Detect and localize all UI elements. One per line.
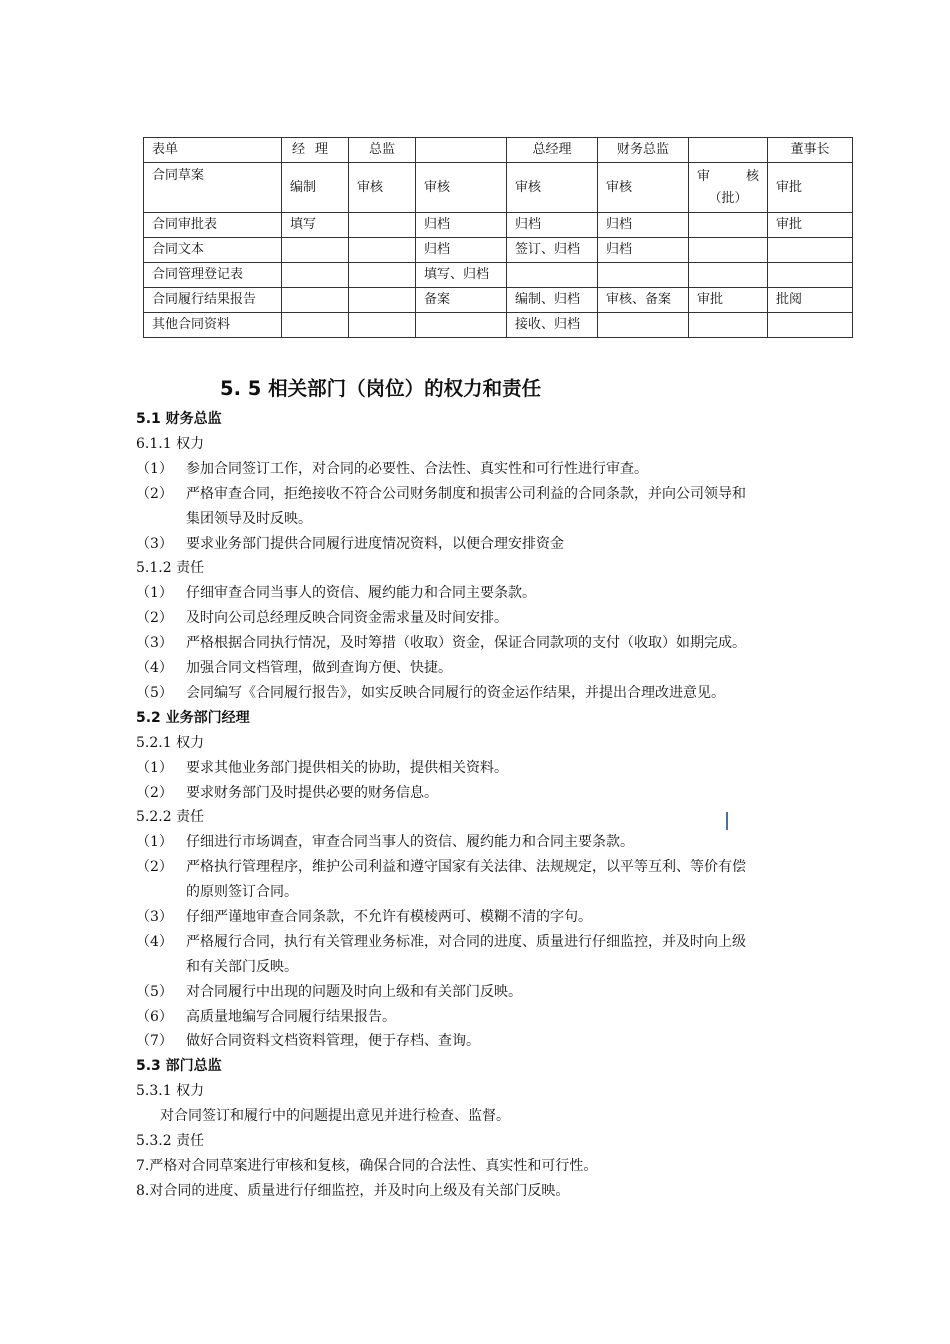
table-cell (768, 263, 853, 288)
table-cell: 归档 (598, 238, 689, 263)
item-number: （1） (136, 834, 173, 850)
item-number: （4） (136, 660, 173, 676)
table-cell (689, 263, 768, 288)
table-header-cell: 总经理 (507, 138, 598, 163)
subsection-heading: 5.3.1 权力 (136, 1083, 205, 1099)
item-continuation: 集团领导及时反映。 (186, 511, 312, 527)
list-item (136, 1031, 480, 1051)
section-heading: 5.3 部门总监 (136, 1058, 222, 1074)
section-heading: 5.1 财务总监 (136, 411, 222, 427)
cell-text: 核 (745, 168, 759, 184)
cell-text: 审 (697, 168, 711, 184)
table-row (144, 263, 853, 288)
cell-text: （批） (708, 190, 748, 206)
text-cursor (726, 812, 728, 830)
table-row (144, 213, 853, 238)
item-text: 仔细严谨地审查合同条款，不允许有模棱两可、模糊不清的字句。 (186, 909, 592, 925)
table-cell (282, 238, 349, 263)
item-number: （2） (136, 610, 173, 626)
table-row (144, 288, 853, 313)
item-text: 会同编写《合同履行报告》，如实反映合同履行的资金运作结果，并提出合理改进意见。 (186, 685, 725, 701)
item-text: 要求财务部门及时提供必要的财务信息。 (186, 785, 438, 801)
item-number: （6） (136, 1009, 173, 1025)
table-cell (282, 288, 349, 313)
item-number: （3） (136, 635, 173, 651)
list-item (136, 857, 746, 877)
table-header-cell: 财务总监 (598, 138, 689, 163)
table-row (144, 163, 853, 213)
item-text: 要求业务部门提供合同履行进度情况资料，以便合理安排资金 (186, 536, 564, 552)
paragraph: 对合同签订和履行中的问题提出意见并进行检查、监督。 (160, 1108, 510, 1124)
item-number: （1） (136, 585, 173, 601)
item-number: （5） (136, 685, 173, 701)
table-cell: 归档 (416, 213, 507, 238)
list-item (136, 982, 522, 1002)
table-cell: 归档 (598, 213, 689, 238)
list-item: 7.严格对合同草案进行审核和复核，确保合同的合法性、真实性和可行性。 (136, 1158, 598, 1174)
list-item (136, 608, 508, 628)
list-item (136, 459, 648, 479)
item-number: （3） (136, 909, 173, 925)
item-number: （1） (136, 760, 173, 776)
item-number: （2） (136, 785, 173, 801)
item-text: 及时向公司总经理反映合同资金需求量及时间安排。 (186, 610, 508, 626)
table-cell: 编制 (282, 163, 349, 213)
item-continuation: 和有关部门反映。 (186, 959, 298, 975)
table-cell (507, 263, 598, 288)
subsection-heading: 5.1.2 责任 (136, 560, 205, 576)
table-cell: 审核 (416, 163, 507, 213)
table-cell: 签订、归档 (507, 238, 598, 263)
table-cell (598, 313, 689, 338)
item-number: （3） (136, 536, 173, 552)
table-cell (349, 288, 416, 313)
list-item (136, 583, 536, 603)
subsection-heading: 5.3.2 责任 (136, 1133, 205, 1149)
subsection-heading: 5.2.1 权力 (136, 735, 205, 751)
item-text: 严格根据合同执行情况，及时筹措（收取）资金，保证合同款项的支付（收取）如期完成。 (186, 635, 746, 651)
table-cell (282, 263, 349, 288)
table-header-cell: 经理 (282, 138, 349, 163)
item-text: 对合同履行中出现的问题及时向上级和有关部门反映。 (186, 984, 522, 1000)
item-text: 仔细进行市场调查，审查合同当事人的资信、履约能力和合同主要条款。 (186, 834, 634, 850)
item-number: （7） (136, 1033, 173, 1049)
list-item (136, 907, 592, 927)
table-cell (689, 313, 768, 338)
list-item (136, 683, 725, 703)
list-item: 8.对合同的进度、质量进行仔细监控，并及时向上级及有关部门反映。 (136, 1183, 570, 1199)
table-cell: 审核 (507, 163, 598, 213)
list-item (136, 932, 746, 952)
table-header-cell (689, 138, 768, 163)
table-cell: 审批 (689, 288, 768, 313)
subsection-heading: 5.2.2 责任 (136, 809, 205, 825)
table-row (144, 238, 853, 263)
table-cell: 审核 (598, 163, 689, 213)
table-cell: 审批 (768, 163, 853, 213)
list-item (136, 1007, 396, 1027)
item-number: （5） (136, 984, 173, 1000)
section-title: 5. 5 相关部门（岗位）的权力和责任 (220, 377, 542, 400)
list-item (136, 633, 746, 653)
list-item (136, 832, 634, 852)
subsection-heading: 6.1.1 权力 (136, 436, 205, 452)
table-cell (349, 263, 416, 288)
table-cell (689, 213, 768, 238)
table-cell: 审核、备案 (598, 288, 689, 313)
item-number: （4） (136, 934, 173, 950)
table-cell: 其他合同资料 (144, 313, 282, 338)
table-cell: 合同审批表 (144, 213, 282, 238)
table-cell: 归档 (416, 238, 507, 263)
item-text: 要求其他业务部门提供相关的协助，提供相关资料。 (186, 760, 508, 776)
table-cell: 备案 (416, 288, 507, 313)
table-cell (689, 238, 768, 263)
table-cell (416, 313, 507, 338)
item-text: 严格履行合同，执行有关管理业务标准，对合同的进度、质量进行仔细监控，并及时向上级 (186, 934, 746, 950)
list-item (136, 783, 438, 803)
table-cell: 填写、归档 (416, 263, 507, 288)
item-number: （2） (136, 486, 173, 502)
list-item (136, 534, 564, 554)
table-cell (282, 313, 349, 338)
section-heading: 5.2 业务部门经理 (136, 710, 250, 726)
item-text: 严格审查合同，拒绝接收不符合公司财务制度和损害公司利益的合同条款，并向公司领导和 (186, 486, 746, 502)
table-header-cell: 表单 (144, 138, 282, 163)
item-text: 做好合同资料文档资料管理，便于存档、查询。 (186, 1033, 480, 1049)
table-cell: 合同草案 (144, 163, 282, 213)
table-header-row (144, 138, 853, 163)
table-row (144, 313, 853, 338)
table-header-cell: 董事长 (768, 138, 853, 163)
table-cell: 归档 (507, 213, 598, 238)
item-text: 参加合同签订工作，对合同的必要性、合法性、真实性和可行性进行审查。 (186, 461, 648, 477)
table-header-cell: 总监 (349, 138, 416, 163)
table-cell: 合同文本 (144, 238, 282, 263)
list-item (136, 658, 452, 678)
table-header-cell (416, 138, 507, 163)
item-text: 高质量地编写合同履行结果报告。 (186, 1009, 396, 1025)
table-cell: 编制、归档 (507, 288, 598, 313)
table-cell: 批阅 (768, 288, 853, 313)
table-cell (768, 238, 853, 263)
item-number: （1） (136, 461, 173, 477)
item-text: 严格执行管理程序，维护公司利益和遵守国家有关法律、法规规定，以平等互利、等价有偿 (186, 859, 746, 875)
responsibility-table (143, 137, 853, 338)
list-item (136, 484, 746, 504)
table-cell: 审核 (349, 163, 416, 213)
table-cell: 审批 (768, 213, 853, 238)
list-item (136, 758, 508, 778)
table-cell: 接收、归档 (507, 313, 598, 338)
table-cell: 合同管理登记表 (144, 263, 282, 288)
table-cell (598, 263, 689, 288)
item-number: （2） (136, 859, 173, 875)
table-cell (349, 213, 416, 238)
table-cell (349, 238, 416, 263)
table-cell (768, 313, 853, 338)
table-cell (689, 163, 768, 213)
item-continuation: 的原则签订合同。 (186, 884, 298, 900)
table-cell (349, 313, 416, 338)
table-cell: 合同履行结果报告 (144, 288, 282, 313)
item-text: 加强合同文档管理，做到查询方便、快捷。 (186, 660, 452, 676)
item-text: 仔细审查合同当事人的资信、履约能力和合同主要条款。 (186, 585, 536, 601)
table-cell: 填写 (282, 213, 349, 238)
